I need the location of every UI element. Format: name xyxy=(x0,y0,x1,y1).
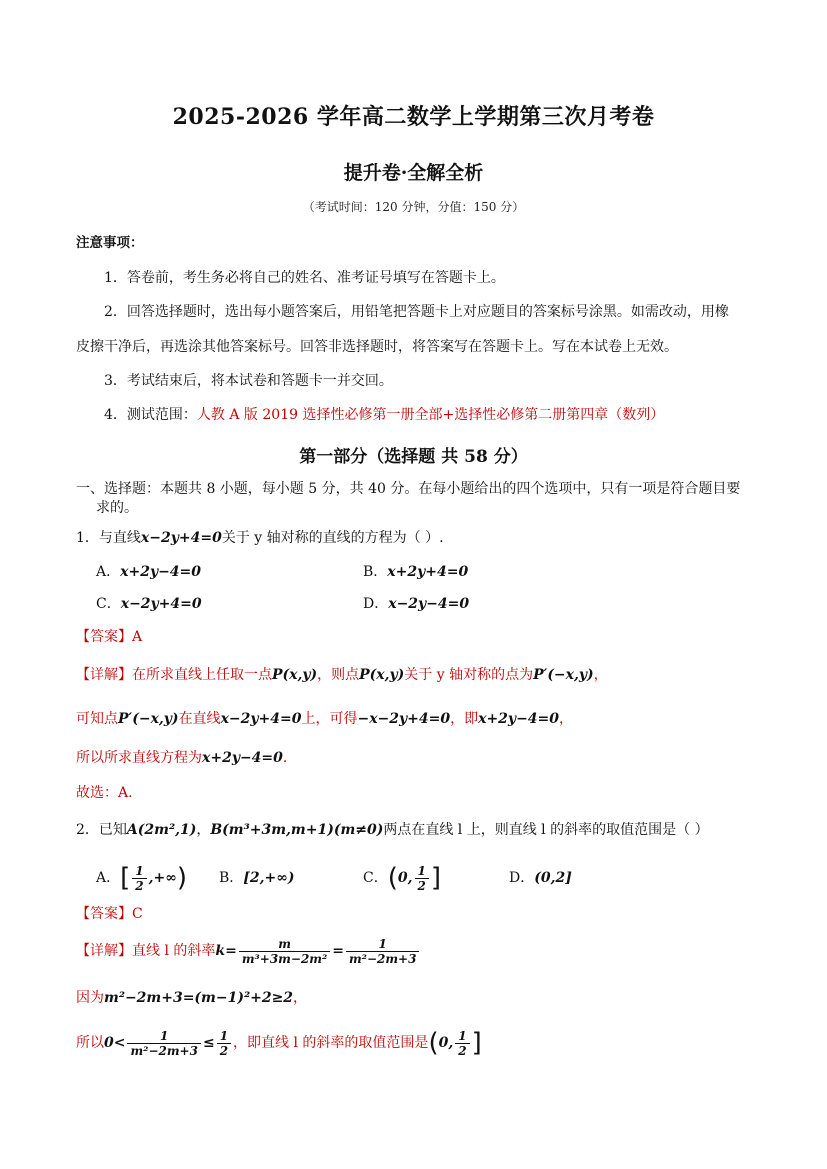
detail-math: x+2y−4=0 xyxy=(202,750,283,766)
answer-value: C xyxy=(132,906,143,922)
fraction-num: 1 xyxy=(132,864,146,879)
detail-text: 上，可得 xyxy=(301,711,358,727)
q2-detail-1 xyxy=(76,936,421,966)
option-expr: x−2y+4=0 xyxy=(120,596,202,612)
fraction xyxy=(455,1029,469,1058)
fraction-num: 1 xyxy=(217,1029,231,1044)
fraction-den: 2 xyxy=(135,878,144,893)
q1-option-b xyxy=(363,562,468,582)
detail-text: ， xyxy=(559,711,574,727)
option-label: A． xyxy=(96,564,121,580)
fraction xyxy=(132,864,146,893)
q1-detail-1 xyxy=(76,665,608,685)
scope-label: 4．测试范围： xyxy=(104,407,197,423)
notice-item-2-cont: 皮擦干净后，再选涂其他答案标号。回答非选择题时，将答案写在答题卡上。写在本试卷上无效。 xyxy=(76,339,678,355)
fraction xyxy=(346,937,419,966)
detail-math: P(x,y) xyxy=(272,667,318,683)
answer-value: A xyxy=(132,629,143,645)
detail-math: P′(−x,y) xyxy=(533,667,594,683)
option-label: C． xyxy=(363,870,388,886)
fraction xyxy=(415,864,429,893)
fraction-den: 2 xyxy=(417,878,426,893)
q1-answer xyxy=(76,627,142,647)
q1-stem-pre: 1．与直线 xyxy=(76,530,141,546)
option-label: D． xyxy=(363,596,389,612)
fraction-den: m³+3m−2m² xyxy=(241,951,328,966)
q2-stem xyxy=(76,820,709,840)
option-expr: x−2y−4=0 xyxy=(388,596,470,612)
detail-text: ， xyxy=(593,667,608,683)
document-subtitle: 提升卷·全解全析 xyxy=(343,162,484,184)
detail-text: ，即 xyxy=(450,711,479,727)
q1-detail-2 xyxy=(76,709,573,729)
q2-stem-post: 两点在直线 l 上，则直线 l 的斜率的取值范围是（ ） xyxy=(383,822,709,838)
q2-option-b xyxy=(219,868,295,888)
detail-text: 关于 y 轴对称的点为 xyxy=(404,667,534,683)
q1-option-a xyxy=(96,562,201,582)
q2-stem-mid: ， xyxy=(196,822,211,838)
section-intro-1: 一、选择题：本题共 8 小题，每小题 5 分，共 40 分。在每小题给出的四个选项中，只有一项是符合题目要 xyxy=(76,481,741,497)
option-expr: x+2y−4=0 xyxy=(120,564,202,580)
option-expr: ,+∞ xyxy=(148,870,177,886)
option-expr: 0, xyxy=(397,870,413,886)
notice-item-3: 3．考试结束后，将本试卷和答题卡一并交回。 xyxy=(104,373,393,389)
option-expr: [2,+∞) xyxy=(243,870,295,886)
detail-text: 直线 l 的斜率 xyxy=(132,943,216,959)
fraction-den: m²−2m+3 xyxy=(130,1043,198,1058)
q1-stem-post: 关于 y 轴对称的直线的方程为（ ）. xyxy=(221,530,444,546)
detail-text: ，即直线 l 的斜率的取值范围是 xyxy=(233,1035,429,1051)
q2-option-a: A．[ $\frac{1}{2}$ ,+∞) xyxy=(96,863,188,893)
q1-detail-3 xyxy=(76,748,287,768)
detail-math: x−2y+4=0 xyxy=(220,711,302,727)
detail-math: ≤ xyxy=(202,1035,215,1051)
answer-tag: 【答案】 xyxy=(76,906,132,922)
q2-stem-pre: 2．已知 xyxy=(76,822,127,838)
option-expr: x+2y+4=0 xyxy=(387,564,469,580)
detail-tag: 【详解】 xyxy=(76,943,132,959)
fraction-num: 1 xyxy=(415,864,429,879)
fraction-num: 1 xyxy=(127,1029,200,1044)
document-title: 2025-2026 学年高二数学上学期第三次月考卷 xyxy=(172,104,655,130)
q1-option-c xyxy=(96,594,202,614)
section-intro-2: 求的。 xyxy=(96,500,138,516)
fraction-num: 1 xyxy=(346,937,419,952)
detail-math: m²−2m+3=(m−1)²+2≥2 xyxy=(104,990,294,1006)
detail-math: x+2y−4=0 xyxy=(478,711,560,727)
detail-text: . xyxy=(282,750,288,766)
detail-math: = xyxy=(332,943,344,959)
option-label: A． xyxy=(96,870,121,886)
detail-text: 所以 xyxy=(76,1035,104,1051)
answer-tag: 【答案】 xyxy=(76,629,132,645)
q2-option-d xyxy=(509,868,572,888)
option-label: D． xyxy=(509,870,535,886)
detail-math: P′(−x,y) xyxy=(118,711,179,727)
detail-text: 在直线 xyxy=(178,711,221,727)
q1-option-d xyxy=(363,594,469,614)
fraction-num: m xyxy=(239,937,330,952)
fraction-den: m²−2m+3 xyxy=(348,951,417,966)
detail-math: 0, xyxy=(438,1035,454,1051)
notice-item-2: 2．回答选择题时，选出每小题答案后，用铅笔把答题卡上对应题目的答案标号涂黑。如需改动，用橡 xyxy=(104,304,729,320)
option-label: B． xyxy=(363,564,388,580)
q2-detail-3: 所以0< $\frac{1}{\text{m²−2m+3}}$ ≤ $\frac{1}{2}$ ，即直线 l 的斜率的取值范围是(0, $\frac{1}{2}$ ] xyxy=(76,1028,482,1058)
notice-item-4 xyxy=(104,405,664,425)
detail-math: k= xyxy=(215,943,237,959)
detail-text: ， xyxy=(293,990,308,1006)
fraction-den: 2 xyxy=(458,1043,467,1058)
detail-text: 在所求直线上任取一点 xyxy=(132,667,272,683)
detail-math: P(x,y) xyxy=(359,667,405,683)
q2-option-c: C．(0, $\frac{1}{2}$ ] xyxy=(363,863,442,893)
exam-meta: （考试时间：120 分钟，分值：150 分） xyxy=(302,200,525,214)
q2-detail-2 xyxy=(76,988,307,1008)
section-title: 第一部分（选择题 共 58 分） xyxy=(299,447,528,467)
detail-math: 0< xyxy=(104,1035,126,1051)
option-label: B． xyxy=(219,870,244,886)
fraction-den: 2 xyxy=(219,1043,229,1058)
notice-item-1: 1．答卷前，考生务必将自己的姓名、准考证号填写在答题卡上。 xyxy=(104,270,505,286)
detail-text: ，则点 xyxy=(317,667,360,683)
q2-answer xyxy=(76,904,143,924)
detail-text: 可知点 xyxy=(76,711,118,727)
fraction-num: 1 xyxy=(455,1029,469,1044)
option-expr: (0,2] xyxy=(534,870,572,886)
detail-tag: 【详解】 xyxy=(76,667,132,683)
detail-text: 因为 xyxy=(76,990,104,1006)
detail-text: 所以所求直线方程为 xyxy=(76,750,202,766)
q2-point-a: A(2m²,1) xyxy=(126,822,197,838)
detail-math: −x−2y+4=0 xyxy=(357,711,451,727)
q2-point-b: B(m³+3m,m+1)(m≠0) xyxy=(210,822,384,838)
fraction xyxy=(217,1029,231,1058)
notice-heading: 注意事项： xyxy=(76,235,144,251)
scope-value: 人教 A 版 2019 选择性必修第一册全部+选择性必修第二册第四章（数列） xyxy=(196,407,665,423)
fraction xyxy=(239,937,330,966)
fraction xyxy=(127,1029,200,1058)
q1-stem xyxy=(76,528,444,548)
q1-choice: 故选：A. xyxy=(76,785,133,801)
option-label: C． xyxy=(96,596,121,612)
q1-stem-eq: x−2y+4=0 xyxy=(140,530,222,546)
